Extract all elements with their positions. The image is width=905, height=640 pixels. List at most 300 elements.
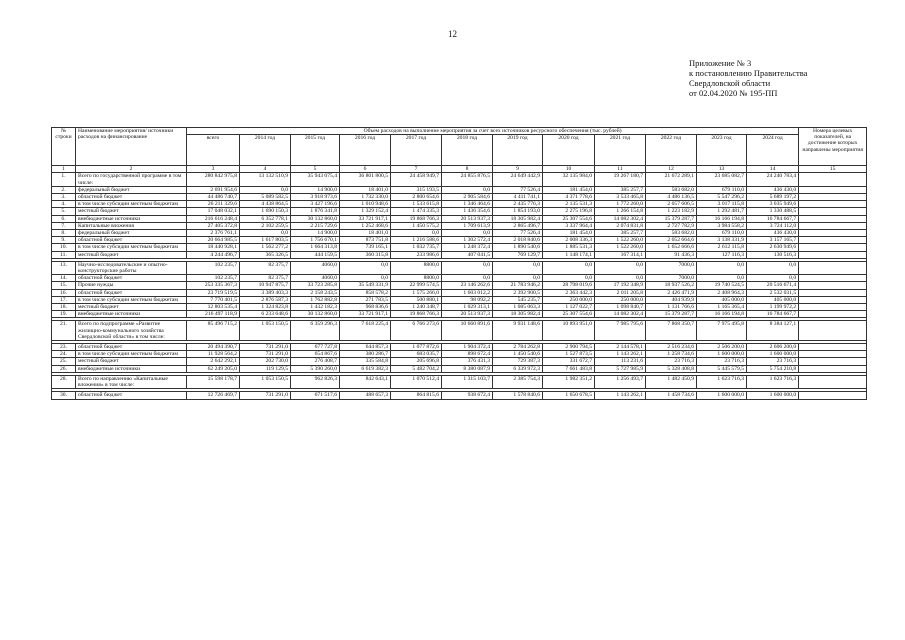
- amount-cell: 1 053 150,5: [240, 375, 291, 388]
- amount-cell: 360 315,8: [340, 251, 391, 258]
- amount-cell: 683 035,7: [391, 351, 442, 358]
- amount-cell: 250 000,0: [595, 296, 646, 303]
- amount-cell: 77 526,4: [493, 230, 543, 237]
- amount-cell: 2 275 196,8: [543, 208, 595, 215]
- target-indicator-cell: [799, 344, 867, 351]
- amount-cell: 1 982 351,2: [543, 375, 595, 388]
- amount-cell: 250 000,0: [543, 296, 595, 303]
- amount-cell: 21 783 946,2: [493, 282, 543, 289]
- table-header-row: [52, 128, 867, 135]
- row-number-cell: 9.: [52, 237, 76, 244]
- amount-cell: 1 098 840,7: [595, 304, 646, 311]
- amount-cell: 376 431,3: [442, 358, 493, 365]
- amount-cell: 2 215 729,6: [291, 222, 340, 229]
- amount-cell: 14 082 302,4: [595, 311, 646, 318]
- column-index-cell: 15: [799, 166, 867, 173]
- amount-cell: 380 286,7: [340, 351, 391, 358]
- target-indicator-cell: [799, 244, 867, 251]
- activity-name-cell: местный бюджет: [76, 358, 187, 365]
- amount-cell: 5 754 210,8: [747, 365, 799, 372]
- amount-cell: 1 474 335,3: [391, 208, 442, 215]
- amount-cell: 7 975 495,8: [697, 321, 747, 341]
- amount-cell: 4060,0: [291, 261, 340, 274]
- amount-cell: 405 000,0: [697, 296, 747, 303]
- amount-cell: 23 716,3: [747, 358, 799, 365]
- amount-cell: 2 102 259,5: [240, 222, 291, 229]
- amount-cell: 1 709 613,9: [442, 222, 493, 229]
- appendix-line: Свердловской области: [689, 78, 771, 88]
- row-number-cell: 28.: [52, 375, 76, 388]
- amount-cell: 4 438 864,5: [240, 201, 291, 208]
- table-row: [52, 321, 867, 341]
- amount-cell: 4 411 741,1: [493, 194, 543, 201]
- amount-cell: 2 905 584,6: [442, 194, 493, 201]
- activity-name-cell: Всего по государственной программе в том числе:: [76, 173, 187, 186]
- table-row: [52, 358, 867, 365]
- amount-cell: 19 740 524,5: [697, 282, 747, 289]
- amount-cell: 102 235,7: [187, 275, 240, 282]
- activity-name-cell: Всего по подпрограмме «Развитие жилищно-коммунального хозяйства Свердловской области» в том числе:: [76, 321, 187, 341]
- amount-cell: 407 041,5: [442, 251, 493, 258]
- amount-cell: 1 600 000,0: [697, 392, 747, 399]
- row-number-cell: 6.: [52, 215, 76, 222]
- header-year-cell: 2020 год: [543, 135, 595, 166]
- table-row: [52, 375, 867, 388]
- row-number-cell: 8.: [52, 230, 76, 237]
- column-index-cell: 2: [76, 166, 187, 173]
- amount-cell: 1 302 572,4: [442, 237, 493, 244]
- amount-cell: 3 533 465,8: [595, 194, 646, 201]
- table-row: [52, 365, 867, 372]
- table-body: [52, 173, 867, 399]
- amount-cell: 0,0: [493, 261, 543, 274]
- amount-cell: 2 784 262,8: [493, 344, 543, 351]
- amount-cell: 19 868 766,3: [391, 311, 442, 318]
- amount-cell: 3 017 115,8: [697, 201, 747, 208]
- amount-cell: 500 880,1: [391, 296, 442, 303]
- row-number-cell: 21.: [52, 321, 76, 341]
- amount-cell: 2 057 606,5: [646, 201, 697, 208]
- activity-name-cell: Капитальные вложения: [76, 222, 187, 229]
- budget-table: [51, 127, 867, 400]
- header-year-cell: 2017 год: [391, 135, 442, 166]
- amount-cell: 24 458 949,7: [391, 173, 442, 186]
- amount-cell: 32 135 984,0: [543, 173, 595, 186]
- amount-cell: 23 716,3: [646, 358, 697, 365]
- amount-cell: 2 865 496,7: [493, 222, 543, 229]
- target-indicator-cell: [799, 321, 867, 341]
- amount-cell: 8 380 087,9: [442, 365, 493, 372]
- amount-cell: 731 291,0: [240, 392, 291, 399]
- amount-cell: 15 379 287,7: [646, 215, 697, 222]
- amount-cell: 1 890 540,6: [493, 244, 543, 251]
- amount-cell: 731 291,0: [240, 351, 291, 358]
- amount-cell: 7 661 483,8: [543, 365, 595, 372]
- row-number-cell: 11.: [52, 251, 76, 258]
- amount-cell: 1 077 872,6: [391, 344, 442, 351]
- amount-cell: 98 092,2: [442, 296, 493, 303]
- target-indicator-cell: [799, 375, 867, 388]
- amount-cell: 2 376 761,1: [187, 230, 240, 237]
- amount-cell: 1 248 372,4: [442, 244, 493, 251]
- column-index-cell: 12: [646, 166, 697, 173]
- amount-cell: 2 426 471,9: [646, 289, 697, 296]
- amount-cell: 24 855 876,5: [442, 173, 493, 186]
- target-indicator-cell: [799, 173, 867, 186]
- amount-cell: 14 900,0: [291, 230, 340, 237]
- table-row: [52, 201, 867, 208]
- row-number-cell: 13.: [52, 261, 76, 274]
- amount-cell: 1 650 678,5: [543, 392, 595, 399]
- amount-cell: 1 346 464,6: [442, 201, 493, 208]
- amount-cell: 25 307 554,6: [543, 311, 595, 318]
- row-number-cell: 5.: [52, 208, 76, 215]
- amount-cell: 14 082 302,4: [595, 215, 646, 222]
- amount-cell: 4060,0: [291, 275, 340, 282]
- amount-cell: 3 724 112,0: [747, 222, 799, 229]
- activity-name-cell: внебюджетные источники: [76, 311, 187, 318]
- amount-cell: 35 943 075,4: [291, 173, 340, 186]
- row-number-cell: 16.: [52, 289, 76, 296]
- amount-cell: 5 727 985,9: [595, 365, 646, 372]
- header-target-indicators: Номера целевых показателей, на достижение которых направлены мероприятия: [799, 128, 867, 166]
- amount-cell: 7000,0: [646, 275, 697, 282]
- activity-name-cell: в том числе субсидии местным бюджетам: [76, 351, 187, 358]
- amount-cell: 62 249 205,0: [187, 365, 240, 372]
- header-volume: Объем расходов на выполнение мероприятия за счет всех источников ресурсного обеспечения (тыс. рублей): [187, 128, 799, 135]
- amount-cell: 1 904 372,4: [442, 344, 493, 351]
- target-indicator-cell: [799, 186, 867, 193]
- row-number-cell: 19.: [52, 311, 76, 318]
- amount-cell: 1 575 266,0: [391, 289, 442, 296]
- activity-name-cell: областной бюджет: [76, 289, 187, 296]
- target-indicator-cell: [799, 351, 867, 358]
- amount-cell: 315 193,5: [391, 186, 442, 193]
- amount-cell: 10 947 875,7: [240, 282, 291, 289]
- amount-cell: 1 527 873,5: [543, 351, 595, 358]
- amount-cell: 5 445 579,5: [697, 365, 747, 372]
- amount-cell: 6 339 972,3: [493, 365, 543, 372]
- activity-name-cell: областной бюджет: [76, 392, 187, 399]
- row-number-cell: 15.: [52, 282, 76, 289]
- amount-cell: 11 928 564,2: [187, 351, 240, 358]
- amount-cell: 1 032 735,7: [391, 244, 442, 251]
- header-year-cell: 2014 год: [240, 135, 291, 166]
- amount-cell: 0,0: [747, 275, 799, 282]
- amount-cell: 6 352 778,1: [240, 215, 291, 222]
- header-year-cell: 2023 год: [697, 135, 747, 166]
- activity-name-cell: в том числе субсидии местным бюджетам: [76, 296, 187, 303]
- amount-cell: 2 630 949,6: [747, 244, 799, 251]
- amount-cell: 0,0: [595, 275, 646, 282]
- amount-cell: 216 616 248,4: [187, 215, 240, 222]
- activity-name-cell: местный бюджет: [76, 304, 187, 311]
- row-number-cell: 1.: [52, 173, 76, 186]
- table-row: [52, 289, 867, 296]
- table-row: [52, 296, 867, 303]
- activity-name-cell: Научно-исследовательские и опытно-конструкторские работы: [76, 261, 187, 274]
- amount-cell: 1 533 615,8: [391, 201, 442, 208]
- amount-cell: 0,0: [697, 261, 747, 274]
- amount-cell: 729 387,3: [493, 358, 543, 365]
- amount-cell: 1 258 734,6: [646, 351, 697, 358]
- activity-name-cell: областной бюджет: [76, 237, 187, 244]
- row-number-cell: 4.: [52, 201, 76, 208]
- table-row: [52, 392, 867, 399]
- amount-cell: 842 643,1: [340, 375, 391, 388]
- page-number: 12: [448, 29, 457, 39]
- activity-name-cell: местный бюджет: [76, 208, 187, 215]
- activity-name-cell: внебюджетные источники: [76, 365, 187, 372]
- amount-cell: 18 440 928,1: [187, 244, 240, 251]
- table-index-row: [52, 166, 867, 173]
- amount-cell: 1 216 588,6: [391, 237, 442, 244]
- target-indicator-cell: [799, 304, 867, 311]
- amount-cell: 2 011 205,8: [595, 289, 646, 296]
- appendix-line: Приложение № 3: [689, 58, 752, 68]
- target-indicator-cell: [799, 311, 867, 318]
- amount-cell: 18 305 982,4: [493, 311, 543, 318]
- amount-cell: 233 986,6: [391, 251, 442, 258]
- target-indicator-cell: [799, 392, 867, 399]
- amount-cell: 0,0: [543, 261, 595, 274]
- amount-cell: 864 815,6: [391, 392, 442, 399]
- amount-cell: 1 772 260,0: [595, 201, 646, 208]
- column-index-cell: 4: [240, 166, 291, 173]
- amount-cell: 15 379 287,7: [646, 311, 697, 318]
- amount-cell: 15 598 178,7: [187, 375, 240, 388]
- amount-cell: 7 985 795,6: [595, 321, 646, 341]
- amount-cell: 16 784 667,7: [747, 215, 799, 222]
- target-indicator-cell: [799, 222, 867, 229]
- amount-cell: 0,0: [391, 230, 442, 237]
- header-year-cell: 2016 год: [340, 135, 391, 166]
- amount-cell: 1 223 182,9: [646, 208, 697, 215]
- amount-cell: 0,0: [442, 261, 493, 274]
- header-year-cell: 2018 год: [442, 135, 493, 166]
- amount-cell: 1 324 823,8: [240, 304, 291, 311]
- amount-cell: 7 868 350,7: [646, 321, 697, 341]
- amount-cell: 35 549 331,9: [340, 282, 391, 289]
- amount-cell: 2 691 954,6: [187, 186, 240, 193]
- amount-cell: 18 305 982,4: [493, 215, 543, 222]
- amount-cell: 8800,0: [391, 261, 442, 274]
- amount-cell: 5 547 296,2: [697, 194, 747, 201]
- header-row-number: № строки: [52, 128, 76, 166]
- amount-cell: 1 010 948,6: [340, 201, 391, 208]
- amount-cell: 0,0: [747, 261, 799, 274]
- amount-cell: 1 330 488,5: [747, 208, 799, 215]
- amount-cell: 1 143 262,1: [595, 392, 646, 399]
- amount-cell: 1 240 348,7: [391, 304, 442, 311]
- amount-cell: 1 436 354,6: [442, 208, 493, 215]
- amount-cell: 24 240 783,4: [747, 173, 799, 186]
- amount-cell: 0,0: [493, 275, 543, 282]
- amount-cell: 5 390 260,0: [291, 365, 340, 372]
- amount-cell: 679 110,0: [697, 186, 747, 193]
- amount-cell: 385 257,7: [595, 230, 646, 237]
- amount-cell: 1 522 260,0: [595, 244, 646, 251]
- amount-cell: 444 159,5: [291, 251, 340, 258]
- amount-cell: 0,0: [697, 275, 747, 282]
- amount-cell: 1 029 313,1: [442, 304, 493, 311]
- amount-cell: 1 315 103,7: [442, 375, 493, 388]
- amount-cell: 2 876 587,3: [240, 296, 291, 303]
- header-activity-name: Наименование мероприятия/ источники расходов на финансирование: [76, 128, 187, 166]
- column-index-cell: 11: [595, 166, 646, 173]
- amount-cell: 18 937 526,2: [646, 282, 697, 289]
- target-indicator-cell: [799, 230, 867, 237]
- target-indicator-cell: [799, 194, 867, 201]
- amount-cell: 2 516 234,6: [646, 344, 697, 351]
- amount-cell: 113 231,6: [595, 358, 646, 365]
- activity-name-cell: в том числе субсидии местным бюджетам: [76, 201, 187, 208]
- amount-cell: 2 385 754,3: [493, 375, 543, 388]
- row-number-cell: 23.: [52, 344, 76, 351]
- table-row: [52, 194, 867, 201]
- amount-cell: 1 562 277,2: [240, 244, 291, 251]
- amount-cell: 436 430,0: [747, 186, 799, 193]
- row-number-cell: 18.: [52, 304, 76, 311]
- amount-cell: 82 375,7: [240, 261, 291, 274]
- amount-cell: 385 257,7: [595, 186, 646, 193]
- amount-cell: 205 696,8: [391, 358, 442, 365]
- amount-cell: 1 600 000,0: [747, 351, 799, 358]
- amount-cell: 10 660 891,6: [442, 321, 493, 341]
- amount-cell: 8800,0: [391, 275, 442, 282]
- activity-name-cell: федеральный бюджет: [76, 230, 187, 237]
- amount-cell: 671 517,6: [291, 392, 340, 399]
- amount-cell: 18 401,0: [340, 186, 391, 193]
- amount-cell: 1 664 313,8: [291, 244, 340, 251]
- header-year-cell: 2019 год: [493, 135, 543, 166]
- amount-cell: 16 784 667,7: [747, 311, 799, 318]
- amount-cell: 2 800 654,6: [391, 194, 442, 201]
- amount-cell: 20 494 390,7: [187, 344, 240, 351]
- amount-cell: 6 619 382,3: [340, 365, 391, 372]
- amount-cell: 1 623 716,3: [697, 375, 747, 388]
- target-indicator-cell: [799, 261, 867, 274]
- header-year-cell: 2021 год: [595, 135, 646, 166]
- amount-cell: 677 727,8: [291, 344, 340, 351]
- amount-cell: 0,0: [240, 186, 291, 193]
- amount-cell: 1 148 174,1: [543, 251, 595, 258]
- amount-cell: 0,0: [240, 230, 291, 237]
- row-number-cell: 25.: [52, 358, 76, 365]
- amount-cell: 10 893 951,0: [543, 321, 595, 341]
- amount-cell: 23 719 519,5: [187, 289, 240, 296]
- amount-cell: 26 211 329,6: [187, 201, 240, 208]
- amount-cell: 1 762 882,8: [291, 296, 340, 303]
- table-row: [52, 208, 867, 215]
- amount-cell: 1 732 330,0: [340, 194, 391, 201]
- amount-cell: 8 384 127,1: [747, 321, 799, 341]
- activity-name-cell: областной бюджет: [76, 344, 187, 351]
- row-number-cell: 2.: [52, 186, 76, 193]
- amount-cell: 2 392 900,5: [493, 289, 543, 296]
- column-index-cell: 9: [493, 166, 543, 173]
- amount-cell: 12 726 469,7: [187, 392, 240, 399]
- amount-cell: 1 623 716,3: [747, 375, 799, 388]
- amount-cell: 33 721 917,1: [340, 311, 391, 318]
- amount-cell: 216 497 118,9: [187, 311, 240, 318]
- amount-cell: 2 144 578,1: [595, 344, 646, 351]
- amount-cell: 488 657,3: [340, 392, 391, 399]
- table-row: [52, 282, 867, 289]
- column-index-cell: 3: [187, 166, 240, 173]
- amount-cell: 30 132 860,0: [291, 215, 340, 222]
- row-number-cell: 3.: [52, 194, 76, 201]
- table-row: [52, 344, 867, 351]
- table-row: [52, 261, 867, 274]
- column-index-cell: 1: [52, 166, 76, 173]
- amount-cell: 2 727 782,9: [646, 222, 697, 229]
- amount-cell: 21 672 289,1: [646, 173, 697, 186]
- amount-cell: 33 721 917,1: [340, 215, 391, 222]
- amount-cell: 2 052 664,6: [646, 237, 697, 244]
- target-indicator-cell: [799, 201, 867, 208]
- amount-cell: 16 166 194,8: [697, 311, 747, 318]
- amount-cell: 731 291,0: [240, 344, 291, 351]
- amount-cell: 0,0: [442, 186, 493, 193]
- amount-cell: 2 612 115,8: [697, 244, 747, 251]
- amount-cell: 85 496 715,2: [187, 321, 240, 341]
- column-index-cell: 14: [747, 166, 799, 173]
- amount-cell: 19 868 766,3: [391, 215, 442, 222]
- amount-cell: 4 244 496,7: [187, 251, 240, 258]
- amount-cell: 898 672,4: [442, 351, 493, 358]
- appendix-line: к постановлению Правительства: [689, 68, 808, 78]
- amount-cell: 0,0: [543, 275, 595, 282]
- amount-cell: 2 606 200,0: [747, 344, 799, 351]
- amount-cell: 1 450 575,2: [391, 222, 442, 229]
- amount-cell: 2 018 840,6: [493, 237, 543, 244]
- target-indicator-cell: [799, 365, 867, 372]
- amount-cell: 3 035 949,6: [747, 201, 799, 208]
- amount-cell: 5 328 408,8: [646, 365, 697, 372]
- amount-cell: 0,0: [442, 230, 493, 237]
- amount-cell: 1 756 670,1: [291, 237, 340, 244]
- amount-cell: 44 486 740,7: [187, 194, 240, 201]
- target-indicator-cell: [799, 208, 867, 215]
- column-index-cell: 5: [291, 166, 340, 173]
- amount-cell: 127 116,3: [697, 251, 747, 258]
- amount-cell: 1 252 468,6: [340, 222, 391, 229]
- amount-cell: 1 876 341,8: [291, 208, 340, 215]
- table-row: [52, 251, 867, 258]
- amount-cell: 20 513 937,3: [442, 215, 493, 222]
- amount-cell: 405 000,0: [747, 296, 799, 303]
- amount-cell: 24 649 442,9: [493, 173, 543, 186]
- amount-cell: 33 723 285,8: [291, 282, 340, 289]
- amount-cell: 769 129,7: [493, 251, 543, 258]
- amount-cell: 271 783,5: [340, 296, 391, 303]
- row-number-cell: 14.: [52, 275, 76, 282]
- table-row: [52, 230, 867, 237]
- amount-cell: 119 129,5: [240, 365, 291, 372]
- target-indicator-cell: [799, 296, 867, 303]
- amount-cell: 962 826,3: [291, 375, 340, 388]
- amount-cell: 3 427 196,6: [291, 201, 340, 208]
- amount-cell: 1 329 152,4: [340, 208, 391, 215]
- table-row: [52, 351, 867, 358]
- amount-cell: 583 682,0: [646, 230, 697, 237]
- amount-cell: 365 326,5: [240, 251, 291, 258]
- amount-cell: 2 506 200,0: [697, 344, 747, 351]
- amount-cell: 0,0: [442, 275, 493, 282]
- amount-cell: 1 127 022,7: [543, 304, 595, 311]
- amount-cell: 23 716,3: [697, 358, 747, 365]
